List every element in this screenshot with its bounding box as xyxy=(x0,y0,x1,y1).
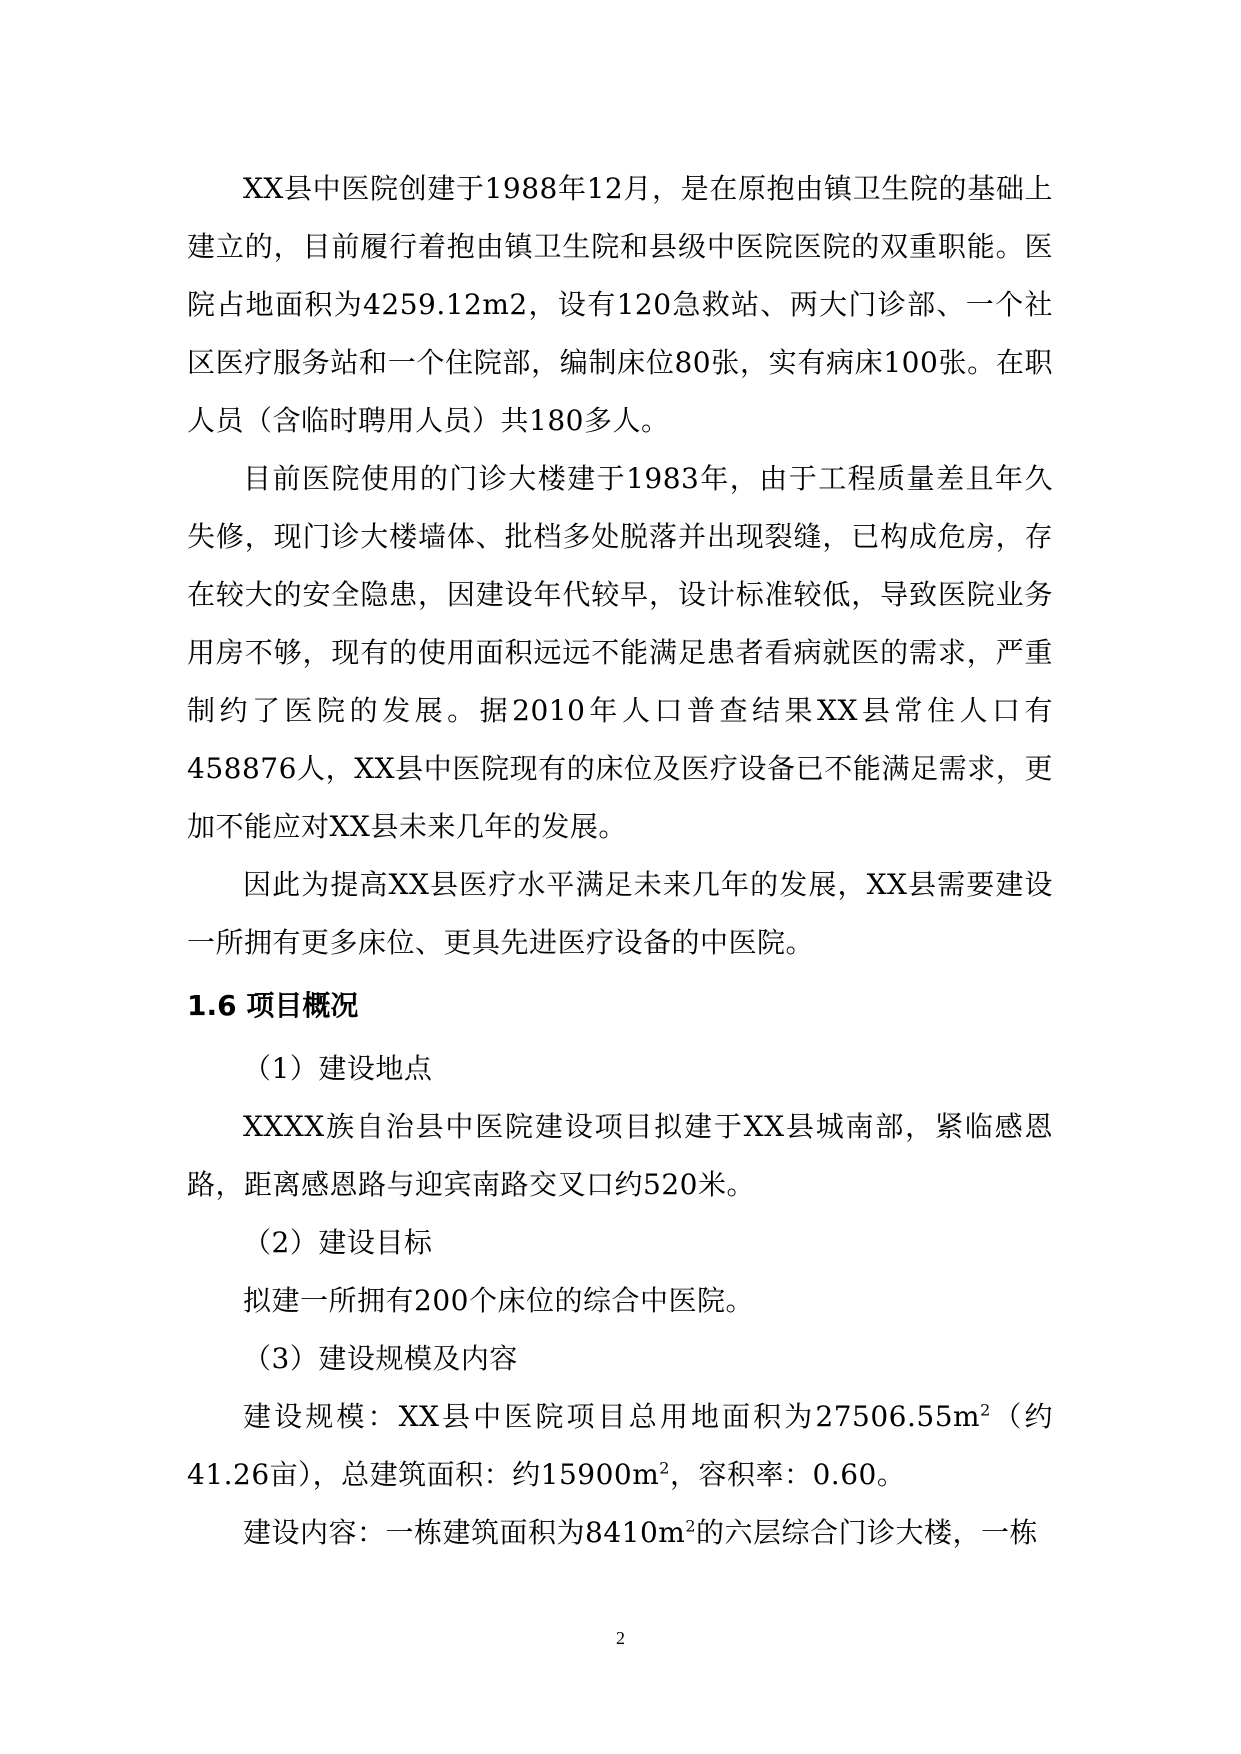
item-goal-text: 拟建一所拥有200个床位的综合中医院。 xyxy=(243,1284,754,1317)
paragraph-hospital-history: XX县中医院创建于1988年12月，是在原抱由镇卫生院的基础上建立的，目前履行着抱由镇卫生院和县级中医院医院的双重职能。医院占地面积为4259.12m2，设有120急救站、两大门诊部、一个社区医疗服务站和一个住院部，编制床位80张，实有病床100张。在职人员（含临时聘用人员）共180多人。 xyxy=(187,172,1053,437)
scale-text-part-a: 建设规模：XX县中医院项目总用地面积为27506.55m xyxy=(243,1400,981,1433)
scale-superscript-2: 2 xyxy=(659,1458,670,1478)
content-text-part-b: 的六层综合门诊大楼，一栋 xyxy=(696,1516,1039,1549)
item-scale-text xyxy=(187,1388,1053,1504)
page-number: 2 xyxy=(616,1628,625,1648)
item-location-title: （1）建设地点 xyxy=(243,1052,433,1085)
item-location-text: XXXX族自治县中医院建设项目拟建于XX县城南部，紧临感恩路，距离感恩路与迎宾南路交叉口约520米。 xyxy=(187,1110,1053,1201)
paragraph-current-building: 目前医院使用的门诊大楼建于1983年，由于工程质量差且年久失修，现门诊大楼墙体、批档多处脱落并出现裂缝，已构成危房，存在较大的安全隐患，因建设年代较早，设计标准较低，导致医院业务用房不够，现有的使用面积远远不能满足患者看病就医的需求，严重制约了医院的发展。据2010年人口普查结果XX县常住人口有458876人，XX县中医院现有的床位及医疗设备已不能满足需求，更加不能应对XX县未来几年的发展。 xyxy=(187,462,1053,843)
item-goal-title: （2）建设目标 xyxy=(243,1226,433,1259)
content-superscript: 2 xyxy=(685,1516,696,1536)
item-scale-title: （3）建设规模及内容 xyxy=(243,1342,518,1375)
scale-superscript-1: 2 xyxy=(980,1400,991,1420)
content-text-part-a: 建设内容：一栋建筑面积为8410m xyxy=(243,1516,686,1549)
document-body xyxy=(187,160,1053,1562)
scale-text-part-c: ，容积率：0.60。 xyxy=(669,1458,906,1491)
paragraph-conclusion: 因此为提高XX县医疗水平满足未来几年的发展，XX县需要建设一所拥有更多床位、更具先进医疗设备的中医院。 xyxy=(187,868,1053,959)
section-heading: 1.6 项目概况 xyxy=(187,989,359,1022)
scale-text-part-b: （约41.26亩），总建筑面积：约15900m xyxy=(187,1400,1053,1491)
item-content-text xyxy=(187,1504,1053,1562)
